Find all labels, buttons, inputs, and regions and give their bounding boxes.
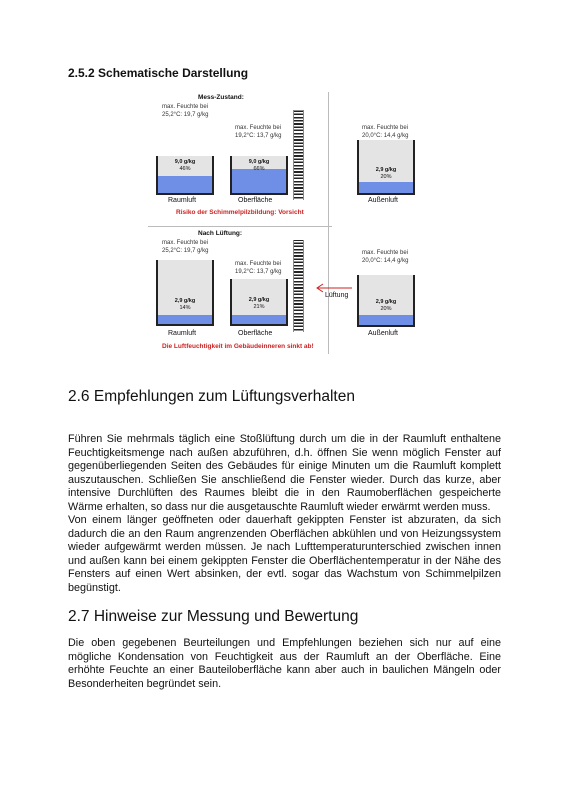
bottom-oberflaeche-label: Oberfläche (238, 330, 273, 337)
top-raumluft-fill (158, 176, 212, 193)
bottom-aussenluft-info: max. Feuchte bei 20,0°C: 14,4 g/kg (362, 250, 409, 264)
top-oberflaeche-label: Oberfläche (238, 197, 273, 204)
bottom-aussenluft-label: Außenluft (368, 330, 398, 337)
top-aussenluft-info: max. Feuchte bei 20,0°C: 14,4 g/kg (362, 125, 409, 139)
top-oberflaeche-info: max. Feuchte bei 19,2°C: 13,7 g/kg (235, 125, 282, 139)
bottom-aussenluft-beaker (357, 275, 415, 327)
top-raumluft-percent: 46% (179, 166, 191, 172)
section-heading-2-7: 2.7 Hinweise zur Messung und Bewertung (68, 608, 359, 625)
bottom-oberflaeche-beaker (230, 279, 288, 326)
top-aussenluft-label: Außenluft (368, 197, 398, 204)
top-raumluft-value: 9,0 g/kg (174, 159, 196, 165)
bottom-raumluft-percent: 14% (179, 305, 191, 311)
diagram-divider-vertical (328, 92, 329, 354)
top-oberflaeche-percent: 66% (253, 166, 265, 172)
top-aussenluft-percent: 20% (380, 174, 392, 180)
bottom-raumluft-info: max. Feuchte bei 25,2°C: 19,7 g/kg (162, 240, 209, 254)
bottom-oberflaeche-info: max. Feuchte bei 19,2°C: 13,7 g/kg (235, 261, 282, 275)
bottom-oberflaeche-fill (232, 315, 286, 324)
top-aussenluft-fill (359, 182, 413, 193)
moisture-diagram (148, 92, 332, 354)
bottom-oberflaeche-percent: 21% (253, 304, 265, 310)
bottom-raumluft-value: 2,9 g/kg (174, 298, 196, 304)
top-raumluft-beaker (156, 156, 214, 195)
top-oberflaeche-beaker (230, 156, 288, 195)
paragraph-2-6-1: Führen Sie mehrmals täglich eine Stoßlüftung durch um die in der Raumluft enthaltene Feuchtigkeitsmenge nach außen abzuführen, d.h. öffnen Sie wenn möglich Fenster auf gegenüberliegenden Seiten des Gebäudes für einige Minuten um die Raumluft komplett auszutauschen. Schließen Sie anschließend die Fenster wieder. Durch das kurze, aber intensive Durchlüften des Raumes bleibt die in den Raumoberflächen gespeicherte Wärme erhalten, so dass nur die ausgetauschte Raumluft wieder erwärmt werden muss. (68, 433, 501, 513)
bottom-note-text: Die Luftfeuchtigkeit im Gebäudeinneren sinkt ab! (162, 343, 314, 350)
diagram-divider-horizontal (148, 226, 332, 227)
section-heading-2-6: 2.6 Empfehlungen zum Lüftungsverhalten (68, 388, 355, 405)
bottom-raumluft-label: Raumluft (168, 330, 197, 337)
bottom-aussenluft-value: 2,9 g/kg (375, 299, 397, 305)
paragraph-2-7-1: Die oben gegebenen Beurteilungen und Empfehlungen beziehen sich nur auf eine mögliche Kondensation von Feuchtigkeit aus der Raumluft an der Oberfläche. Eine erhöhte Feuchte an einer Bauteiloberfläche kann aber auch in baulichen Mängeln oder Besonderheiten begründet sein. (68, 637, 501, 690)
bottom-wall (293, 240, 304, 332)
bottom-raumluft-beaker (156, 260, 214, 326)
section-heading-2-5-2: 2.5.2 Schematische Darstellung (68, 66, 249, 80)
top-risk-text: Risiko der Schimmelpilzbildung: Vorsicht (176, 209, 304, 216)
top-raumluft-info: max. Feuchte bei 25,2°C: 19,7 g/kg (162, 104, 209, 118)
bottom-aussenluft-percent: 20% (380, 306, 392, 312)
bottom-oberflaeche-value: 2,9 g/kg (248, 297, 270, 303)
top-aussenluft-beaker (357, 140, 415, 195)
top-panel-title: Mess-Zustand: (198, 94, 244, 101)
top-raumluft-label: Raumluft (168, 197, 197, 204)
ventilation-arrow-label: Lüftung (325, 292, 349, 299)
top-oberflaeche-value: 9,0 g/kg (248, 159, 270, 165)
top-aussenluft-value: 2,9 g/kg (375, 167, 397, 173)
top-wall (293, 110, 304, 200)
paragraph-2-6-2: Von einem länger geöffneten oder dauerhaft gekippten Fenster ist abzuraten, da sich dadurch die an den Raum angrenzenden Oberflächen abkühlen und von Heizungssystem wieder aufgewärmt werden müssen. Je nach Lufttemperaturunterschied zwischen innen und außen kann bei einem gekippten Fenster die Oberflächentemperatur in der Nähe des Fensters auf einen Wert absinken, der evtl. sogar das Wachstum von Schimmelpilzen begünstigt. (68, 514, 501, 594)
bottom-raumluft-fill (158, 315, 212, 324)
bottom-panel-title: Nach Lüftung: (198, 230, 243, 237)
bottom-aussenluft-fill (359, 315, 413, 325)
